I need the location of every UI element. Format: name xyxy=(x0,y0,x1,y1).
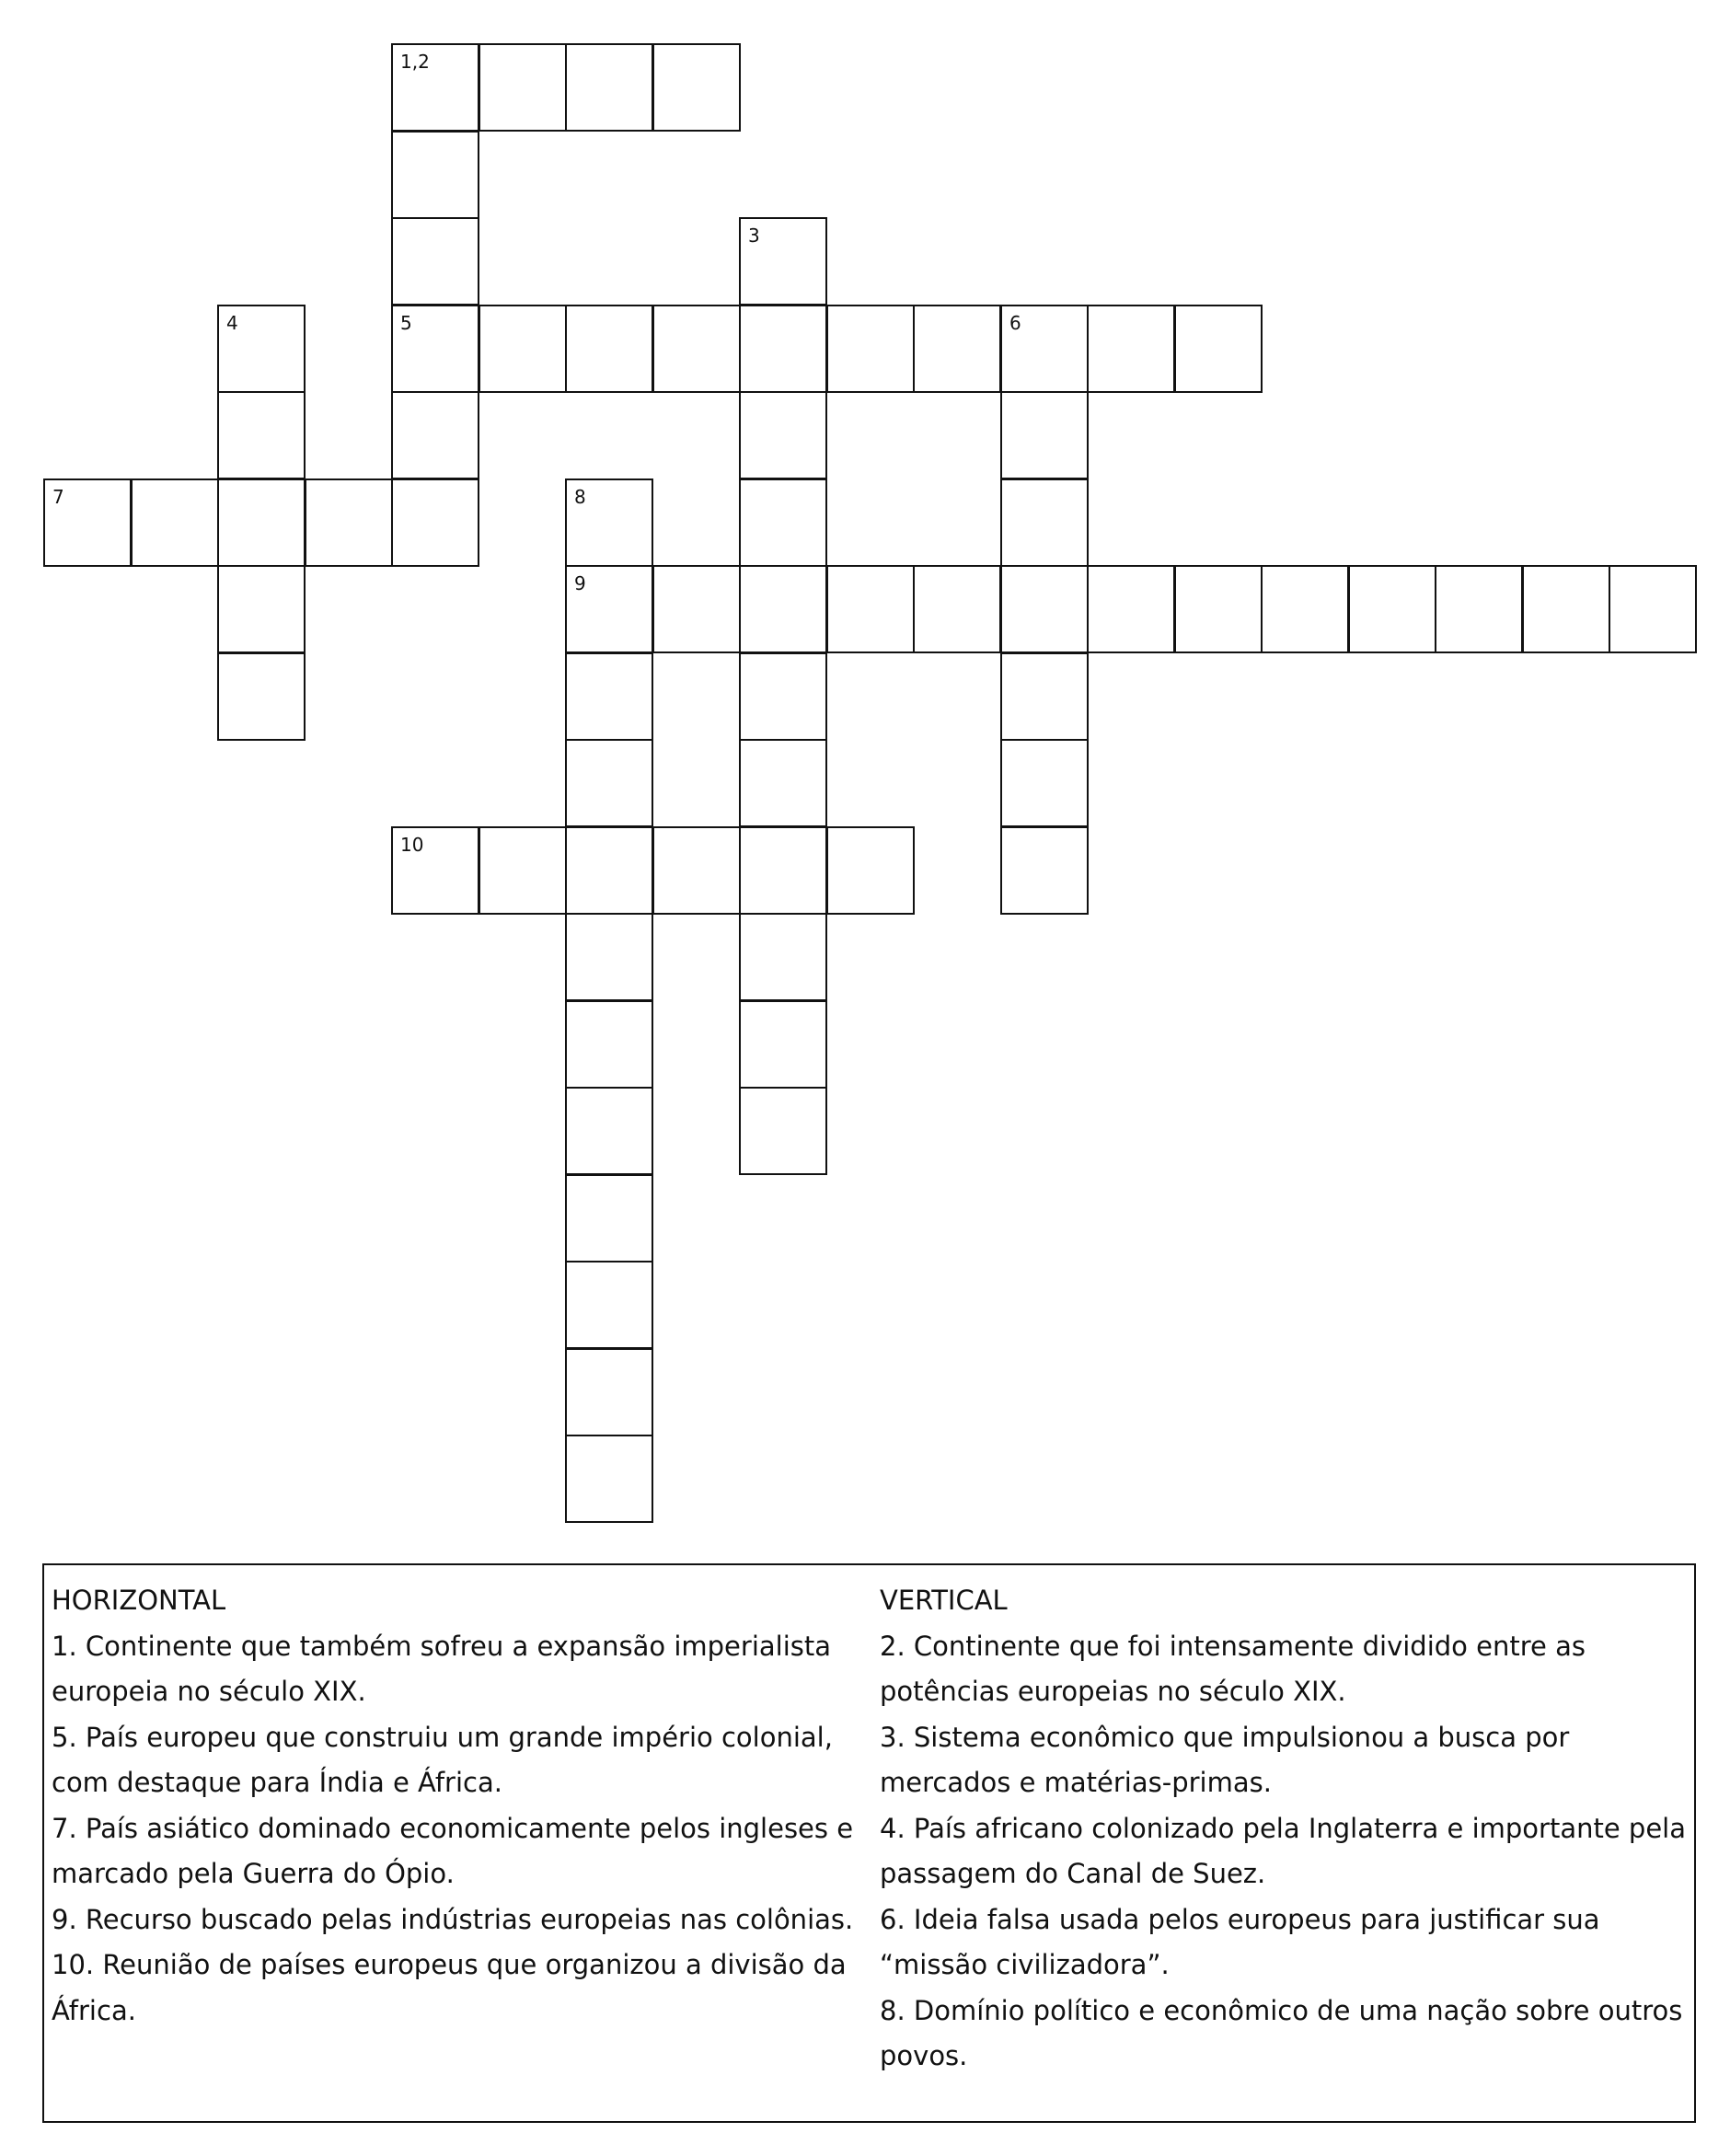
horizontal-clue-5: 5. País europeu que construiu um grande império colonial, com destaque para Índia e África. xyxy=(52,1721,833,1798)
crossword-cell[interactable] xyxy=(565,652,653,741)
crossword-cell[interactable] xyxy=(217,565,306,653)
crossword-cell[interactable] xyxy=(739,217,827,306)
crossword-cell[interactable] xyxy=(1261,565,1349,653)
vertical-clues-column xyxy=(880,1578,1690,2080)
clue-number: 1,2 xyxy=(400,51,430,73)
vertical-clues-heading: VERTICAL xyxy=(880,1585,1008,1616)
crossword-cell[interactable] xyxy=(391,131,479,219)
crossword-cell[interactable] xyxy=(739,478,827,567)
horizontal-clue-1: 1. Continente que também sofreu a expansão imperialista europeia no século XIX. xyxy=(52,1630,832,1707)
crossword-cell[interactable] xyxy=(43,478,132,567)
horizontal-clue-10: 10. Reunião de países europeus que organizou a divisão da África. xyxy=(52,1949,847,2026)
crossword-cell[interactable] xyxy=(826,826,915,915)
crossword-cell[interactable] xyxy=(739,739,827,827)
crossword-cell[interactable] xyxy=(391,305,479,393)
crossword-cell[interactable] xyxy=(565,565,653,653)
crossword-cell[interactable] xyxy=(217,652,306,741)
crossword-cell[interactable] xyxy=(391,217,479,306)
crossword-cell[interactable] xyxy=(652,826,741,915)
clue-number: 9 xyxy=(574,572,586,594)
crossword-cell[interactable] xyxy=(565,739,653,827)
crossword-cell[interactable] xyxy=(565,43,653,132)
crossword-cell[interactable] xyxy=(217,305,306,393)
crossword-cell[interactable] xyxy=(565,1435,653,1523)
crossword-cell[interactable] xyxy=(1609,565,1697,653)
crossword-cell[interactable] xyxy=(739,1000,827,1089)
crossword-cell[interactable] xyxy=(391,391,479,479)
crossword-cell[interactable] xyxy=(739,826,827,915)
crossword-cell[interactable] xyxy=(565,826,653,915)
crossword-cell[interactable] xyxy=(565,1348,653,1436)
clue-number: 7 xyxy=(52,486,64,508)
crossword-cell[interactable] xyxy=(391,478,479,567)
vertical-clue-8: 8. Domínio político e econômico de uma nação sobre outros povos. xyxy=(880,1994,1683,2071)
crossword-cell[interactable] xyxy=(565,1261,653,1349)
clues-panel xyxy=(42,1563,1696,2123)
crossword-cell[interactable] xyxy=(565,1174,653,1262)
crossword-cell[interactable] xyxy=(826,565,915,653)
crossword-cell[interactable] xyxy=(652,43,741,132)
crossword-cell[interactable] xyxy=(739,913,827,1001)
crossword-cell[interactable] xyxy=(479,826,567,915)
vertical-clue-3: 3. Sistema econômico que impulsionou a busca por mercados e matérias-primas. xyxy=(880,1721,1570,1798)
crossword-cell[interactable] xyxy=(217,391,306,479)
clue-number: 5 xyxy=(400,312,412,334)
crossword-cell[interactable] xyxy=(391,43,479,132)
crossword-cell[interactable] xyxy=(1174,565,1263,653)
crossword-cell[interactable] xyxy=(565,913,653,1001)
crossword-cell[interactable] xyxy=(1000,826,1089,915)
crossword-cell[interactable] xyxy=(739,305,827,393)
clue-number: 8 xyxy=(574,486,586,508)
clue-number: 3 xyxy=(748,225,760,247)
crossword-cell[interactable] xyxy=(1000,652,1089,741)
clue-number: 6 xyxy=(1009,312,1021,334)
crossword-cell[interactable] xyxy=(1000,478,1089,567)
crossword-cell[interactable] xyxy=(913,305,1001,393)
crossword-cell[interactable] xyxy=(739,1087,827,1175)
crossword-cell[interactable] xyxy=(1000,305,1089,393)
crossword-cell[interactable] xyxy=(131,478,219,567)
clue-number: 4 xyxy=(226,312,238,334)
crossword-cell[interactable] xyxy=(1000,565,1089,653)
crossword-cell[interactable] xyxy=(565,305,653,393)
crossword-cell[interactable] xyxy=(1174,305,1263,393)
horizontal-clue-7: 7. País asiático dominado economicamente pelos ingleses e marcado pela Guerra do Ópio. xyxy=(52,1812,854,1889)
crossword-cell[interactable] xyxy=(1087,305,1175,393)
crossword-cell[interactable] xyxy=(565,1000,653,1089)
crossword-cell[interactable] xyxy=(1435,565,1523,653)
crossword-cell[interactable] xyxy=(565,478,653,567)
crossword-cell[interactable] xyxy=(391,826,479,915)
crossword-cell[interactable] xyxy=(739,565,827,653)
crossword-cell[interactable] xyxy=(652,565,741,653)
vertical-clue-4: 4. País africano colonizado pela Inglaterra e importante pela passagem do Canal de Suez. xyxy=(880,1812,1687,1889)
crossword-cell[interactable] xyxy=(826,305,915,393)
crossword-cell[interactable] xyxy=(217,478,306,567)
crossword-cell[interactable] xyxy=(913,565,1001,653)
clue-number: 10 xyxy=(400,834,424,856)
crossword-cell[interactable] xyxy=(652,305,741,393)
crossword-cell[interactable] xyxy=(479,43,567,132)
crossword-cell[interactable] xyxy=(479,305,567,393)
crossword-cell[interactable] xyxy=(1348,565,1436,653)
crossword-cell[interactable] xyxy=(565,1087,653,1175)
crossword-cell[interactable] xyxy=(1522,565,1610,653)
crossword-cell[interactable] xyxy=(1000,739,1089,827)
vertical-clue-6: 6. Ideia falsa usada pelos europeus para justificar sua “missão civilizadora”. xyxy=(880,1903,1600,1980)
crossword-cell[interactable] xyxy=(305,478,393,567)
horizontal-clues-heading: HORIZONTAL xyxy=(52,1585,226,1616)
vertical-clue-2: 2. Continente que foi intensamente dividido entre as potências europeias no século XIX. xyxy=(880,1630,1586,1707)
horizontal-clue-9: 9. Recurso buscado pelas indústrias europeias nas colônias. xyxy=(52,1903,854,1935)
crossword-cell[interactable] xyxy=(739,652,827,741)
horizontal-clues-column xyxy=(52,1578,861,2034)
crossword-cell[interactable] xyxy=(739,391,827,479)
crossword-cell[interactable] xyxy=(1087,565,1175,653)
crossword-cell[interactable] xyxy=(1000,391,1089,479)
